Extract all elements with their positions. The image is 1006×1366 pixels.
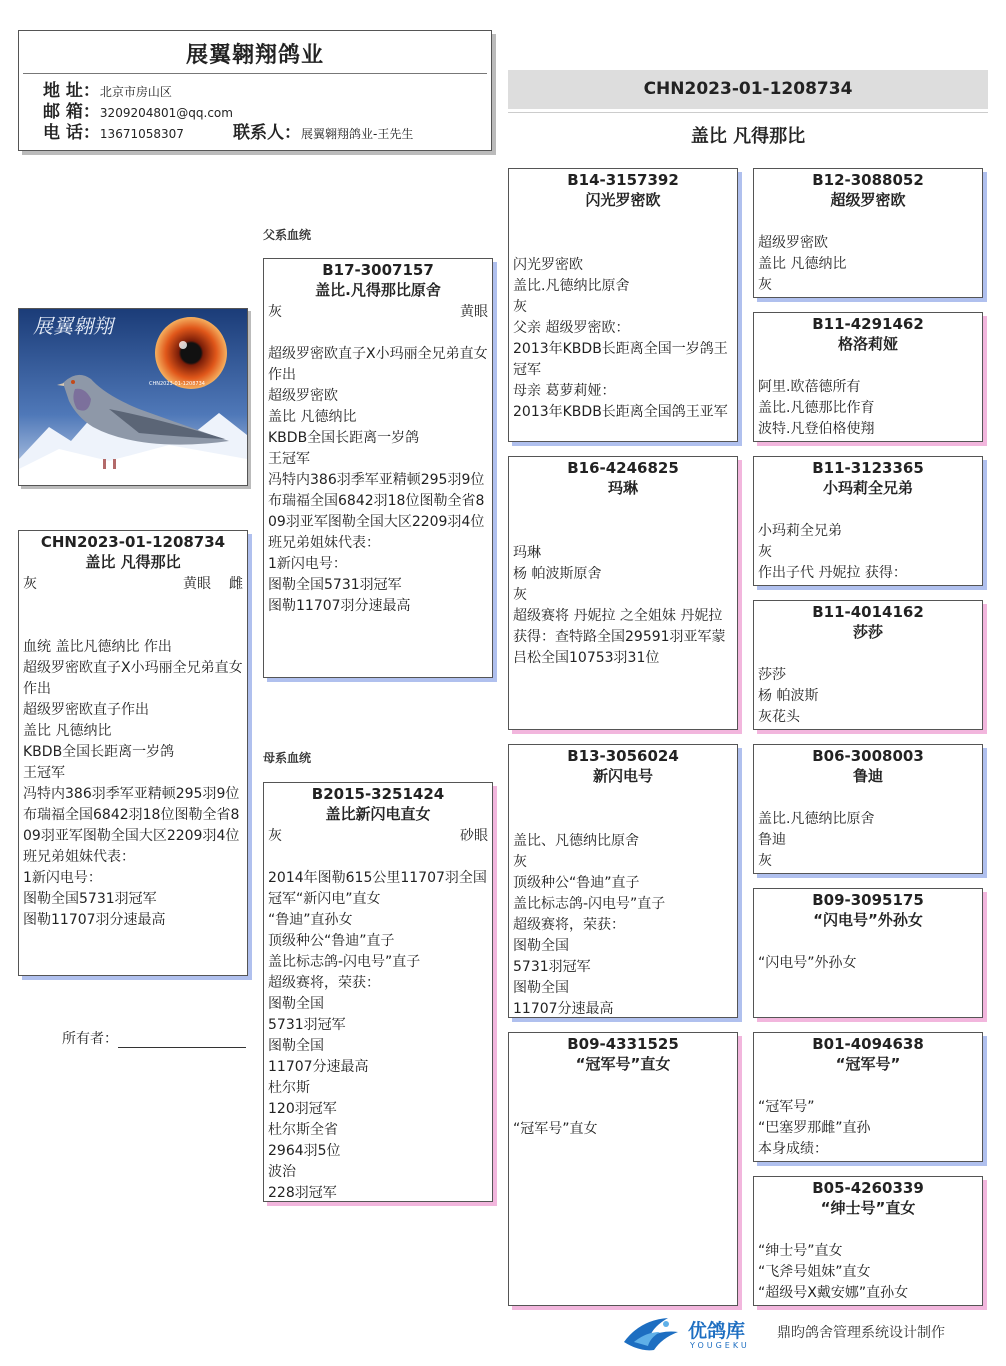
note-line: 图勒全国 xyxy=(513,980,569,996)
contact-label: 联系人： xyxy=(233,123,301,143)
subject-card xyxy=(18,530,248,976)
grandsire-maternal-card xyxy=(508,744,738,1018)
note-line: 盖比.凡德那比作育 xyxy=(758,400,875,416)
dam-eye: 砂眼 xyxy=(460,828,488,844)
brand-name: 优鸽库 xyxy=(688,1320,746,1342)
owner-field xyxy=(62,1028,246,1048)
note-line: 超级罗密欧 xyxy=(268,388,338,404)
note-line: 父亲 超级罗密欧： xyxy=(513,320,630,336)
note-line: 图勒11707羽分速最高 xyxy=(23,912,166,928)
note-line: 图勒全国 xyxy=(268,996,324,1012)
sire-name: 盖比.凡得那比原舍 xyxy=(315,281,441,299)
ggp-name: “闪电号”外孙女 xyxy=(813,911,923,929)
gp-notes xyxy=(509,1119,737,1140)
note-line: 闪光罗密欧 xyxy=(513,257,583,273)
phone-row xyxy=(43,122,491,143)
note-line: 超级赛将，荣获： xyxy=(513,917,625,933)
note-line: 盖比 凡德纳比 xyxy=(23,723,112,739)
note-line: 灰 xyxy=(513,854,527,870)
note-line: 图勒全国5731羽冠军 xyxy=(23,891,157,907)
pigeon-photo-image xyxy=(19,309,247,485)
gp-ring: B16-4246825 xyxy=(567,459,679,477)
gp-notes xyxy=(509,831,737,1018)
note-line: 图勒全国 xyxy=(268,1038,324,1054)
sire-notes xyxy=(264,344,492,617)
pigeon-photo xyxy=(18,308,248,486)
ggp-name: 格洛莉娅 xyxy=(837,335,898,353)
note-line: 本身成绩： xyxy=(758,1141,828,1157)
note-line: 5731羽冠军 xyxy=(268,1017,346,1033)
note-line: 顶级种公“鲁迪”直子 xyxy=(268,933,395,949)
ggp-card-3 xyxy=(753,456,983,586)
subject-name: 盖比 凡得那比 xyxy=(85,553,181,571)
photo-caption: CHN2023-01-1208734 xyxy=(149,381,205,387)
note-line: 灰花头 xyxy=(758,709,800,725)
sire-color: 灰 xyxy=(268,304,282,320)
note-line: 莎莎 xyxy=(758,667,786,683)
subject-notes xyxy=(19,637,247,931)
phone-label: 电 话： xyxy=(43,123,100,143)
note-line: “冠军号”直女 xyxy=(513,1121,598,1137)
phone-value: 13671058307 xyxy=(99,127,184,141)
note-line: 阿里.欧蓓德所有 xyxy=(758,379,861,395)
brand-name-en: YOUGEKU xyxy=(690,1341,750,1350)
note-line: 图勒11707羽分速最高 xyxy=(268,598,411,614)
dam-ring: B2015-3251424 xyxy=(311,785,445,803)
note-line: 血统 盖比凡德纳比 作出 xyxy=(23,639,172,655)
gp-name: 玛琳 xyxy=(607,479,638,497)
note-line: 灰 xyxy=(513,587,527,603)
dam-notes xyxy=(264,868,492,1202)
note-line: 2964羽5位 xyxy=(268,1143,341,1159)
note-line: 顶级种公“鲁迪”直子 xyxy=(513,875,640,891)
note-line: 冯特内386羽季军亚精顿295羽9位布瑞福全国6842羽18位图勒全省809羽亚军图勒全国大区2209羽4位班兄弟姐妹代表： xyxy=(268,472,485,551)
note-line: 1新闪电号： xyxy=(23,870,102,886)
note-line: 灰 xyxy=(513,299,527,315)
gp-notes xyxy=(509,255,737,423)
dam-name: 盖比新闪电直女 xyxy=(325,805,431,823)
ggp-card-6 xyxy=(753,888,983,1018)
dam-color: 灰 xyxy=(268,828,282,844)
loft-name: 展翼翱翔鸽业 xyxy=(185,43,324,68)
note-line: 120羽冠军 xyxy=(268,1101,337,1117)
note-line: 超级罗密欧直子X小玛丽全兄弟直女作出 xyxy=(23,660,243,697)
ggp-notes xyxy=(754,521,982,584)
note-line: 11707分速最高 xyxy=(513,1001,614,1017)
note-line: 波特.凡登伯格使翔 xyxy=(758,421,875,437)
note-line: 杨 帕波斯原舍 xyxy=(513,566,602,582)
ggp-card-7 xyxy=(753,1032,983,1162)
note-line: 玛琳 xyxy=(513,545,541,561)
photo-logo-text: 展翼翱翔 xyxy=(33,314,113,338)
ggp-ring: B11-3123365 xyxy=(812,459,924,477)
note-line: 图勒全国 xyxy=(513,938,569,954)
note-line: 王冠军 xyxy=(268,451,310,467)
note-line: 2013年KBDB长距离全国鸽王亚军 xyxy=(513,404,728,420)
ggp-ring: B05-4260339 xyxy=(812,1179,924,1197)
grandsire-paternal-card xyxy=(508,168,738,442)
subject-sex: 雌 xyxy=(229,576,243,592)
note-line: 228羽冠军 xyxy=(268,1185,337,1201)
email-row xyxy=(43,101,491,122)
gp-ring: B13-3056024 xyxy=(567,747,679,765)
ggp-ring: B12-3088052 xyxy=(812,171,924,189)
ggp-notes xyxy=(754,1241,982,1304)
address-label: 地 址： xyxy=(43,81,100,101)
note-line: 灰 xyxy=(758,277,772,293)
gp-name: “冠军号”直女 xyxy=(575,1055,671,1073)
contact-value: 展翼翱翔鸽业-王先生 xyxy=(301,127,414,141)
ggp-name: 鲁迪 xyxy=(852,767,883,785)
subject-title: 盖比 凡得那比 xyxy=(690,126,806,147)
dam-line-label: 母系血统 xyxy=(263,751,312,765)
note-line: 小玛莉全兄弟 xyxy=(758,523,842,539)
gp-notes xyxy=(509,543,737,669)
subject-attributes xyxy=(19,573,247,595)
note-line: 灰 xyxy=(758,544,772,560)
ggp-ring: B11-4014162 xyxy=(812,603,924,621)
note-line: 图勒全国5731羽冠军 xyxy=(268,577,402,593)
granddam-paternal-card xyxy=(508,456,738,730)
note-line: “鲁迪”直孙女 xyxy=(268,912,353,928)
granddam-maternal-card xyxy=(508,1032,738,1306)
ggp-card-5 xyxy=(753,744,983,874)
note-line: 超级赛将 丹妮拉 之全姐妹 丹妮拉获得：查特路全国29591羽亚军蒙吕松全国10753羽31位 xyxy=(513,608,726,666)
divider xyxy=(23,73,487,74)
ggp-name: 超级罗密欧 xyxy=(830,191,906,209)
sire-attributes xyxy=(264,301,492,323)
gp-name: 闪光罗密欧 xyxy=(585,191,661,209)
subject-ring-banner: CHN2023-01-1208734 xyxy=(508,70,988,109)
loft-info-card xyxy=(18,30,492,151)
ggp-name: 莎莎 xyxy=(852,623,883,641)
brand-logo-icon xyxy=(620,1312,684,1356)
note-line: 杨 帕波斯 xyxy=(758,688,819,704)
address-row xyxy=(43,80,491,101)
note-line: 杜尔斯全省 xyxy=(268,1122,338,1138)
note-line: 1新闪电号： xyxy=(268,556,347,572)
note-line: “超级号X戴安娜”直孙女 xyxy=(758,1285,909,1301)
note-line: “飞斧号姐妹”直女 xyxy=(758,1264,871,1280)
note-line: 超级赛将，荣获： xyxy=(268,975,380,991)
footer xyxy=(620,1310,990,1358)
ggp-notes xyxy=(754,953,982,974)
ggp-notes xyxy=(754,665,982,728)
owner-label: 所有者： xyxy=(62,1031,118,1047)
ggp-notes xyxy=(754,1097,982,1160)
note-line: 盖比标志鸽-闪电号”直子 xyxy=(513,896,666,912)
note-line: 超级罗密欧直子作出 xyxy=(23,702,149,718)
ggp-ring: B01-4094638 xyxy=(812,1035,924,1053)
dam-card xyxy=(263,782,493,1202)
ggp-card-2 xyxy=(753,312,983,442)
note-line: 母亲 葛萝莉娅： xyxy=(513,383,616,399)
sire-ring: B17-3007157 xyxy=(322,261,434,279)
note-line: 盖比标志鸽-闪电号”直子 xyxy=(268,954,421,970)
note-line: 作出子代 丹妮拉 获得： xyxy=(758,565,907,581)
note-line: KBDB全国长距离一岁鸽 xyxy=(23,744,175,760)
note-line: 盖比 凡德纳比 xyxy=(268,409,357,425)
ggp-ring: B11-4291462 xyxy=(812,315,924,333)
gp-name: 新闪电号 xyxy=(592,767,653,785)
note-line: 王冠军 xyxy=(23,765,65,781)
gp-ring: B14-3157392 xyxy=(567,171,679,189)
ggp-name: “绅士号”直女 xyxy=(820,1199,916,1217)
note-line: 盖比.凡德纳比原舍 xyxy=(513,278,630,294)
note-line: 超级罗密欧直子X小玛丽全兄弟直女作出 xyxy=(268,346,488,383)
dam-attributes xyxy=(264,825,492,847)
note-line: 2013年KBDB长距离全国一岁鸽王冠军 xyxy=(513,341,728,378)
ggp-notes xyxy=(754,233,982,296)
email-label: 邮 箱： xyxy=(43,102,100,122)
note-line: 盖比、凡德纳比原舍 xyxy=(513,833,639,849)
sire-eye: 黄眼 xyxy=(460,304,488,320)
ggp-card-1 xyxy=(753,168,983,298)
sire-line-label: 父系血统 xyxy=(263,228,312,242)
credit-text: 鼎昀鸽舍管理系统设计制作 xyxy=(777,1325,945,1341)
address-value: 北京市房山区 xyxy=(99,85,172,99)
note-line: “绅士号”直女 xyxy=(758,1243,843,1259)
note-line: 盖比.凡德纳比原舍 xyxy=(758,811,875,827)
note-line: 2014年图勒615公里11707羽全国冠军“新闪电”直女 xyxy=(268,870,487,907)
ggp-ring: B09-3095175 xyxy=(812,891,924,909)
divider xyxy=(508,112,988,113)
note-line: “巴塞罗那雌”直孙 xyxy=(758,1120,871,1136)
ggp-card-4 xyxy=(753,600,983,730)
gp-ring: B09-4331525 xyxy=(567,1035,679,1053)
note-line: 11707分速最高 xyxy=(268,1059,369,1075)
note-line: 灰 xyxy=(758,853,772,869)
sire-card xyxy=(263,258,493,678)
email-value: 3209204801@qq.com xyxy=(99,106,233,120)
ggp-notes xyxy=(754,809,982,872)
note-line: 盖比 凡德纳比 xyxy=(758,256,847,272)
subject-color: 灰 xyxy=(23,576,37,592)
note-line: KBDB全国长距离一岁鸽 xyxy=(268,430,420,446)
subject-ring: CHN2023-01-1208734 xyxy=(40,533,226,551)
note-line: “冠军号” xyxy=(758,1099,815,1115)
note-line: 鲁迪 xyxy=(758,832,786,848)
ggp-ring: B06-3008003 xyxy=(812,747,924,765)
note-line: 波治 xyxy=(268,1164,296,1180)
note-line: 冯特内386羽季军亚精顿295羽9位布瑞福全国6842羽18位图勒全省809羽亚军图勒全国大区2209羽4位班兄弟姐妹代表： xyxy=(23,786,240,865)
ggp-name: 小玛莉全兄弟 xyxy=(822,479,913,497)
note-line: 杜尔斯 xyxy=(268,1080,310,1096)
ggp-notes xyxy=(754,377,982,440)
note-line: 超级罗密欧 xyxy=(758,235,828,251)
note-line: “闪电号”外孙女 xyxy=(758,955,857,971)
subject-eye: 黄眼 xyxy=(183,576,211,592)
ggp-card-8 xyxy=(753,1176,983,1306)
owner-blank-line xyxy=(118,1031,246,1048)
note-line: 5731羽冠军 xyxy=(513,959,591,975)
ggp-name: “冠军号” xyxy=(835,1055,901,1073)
